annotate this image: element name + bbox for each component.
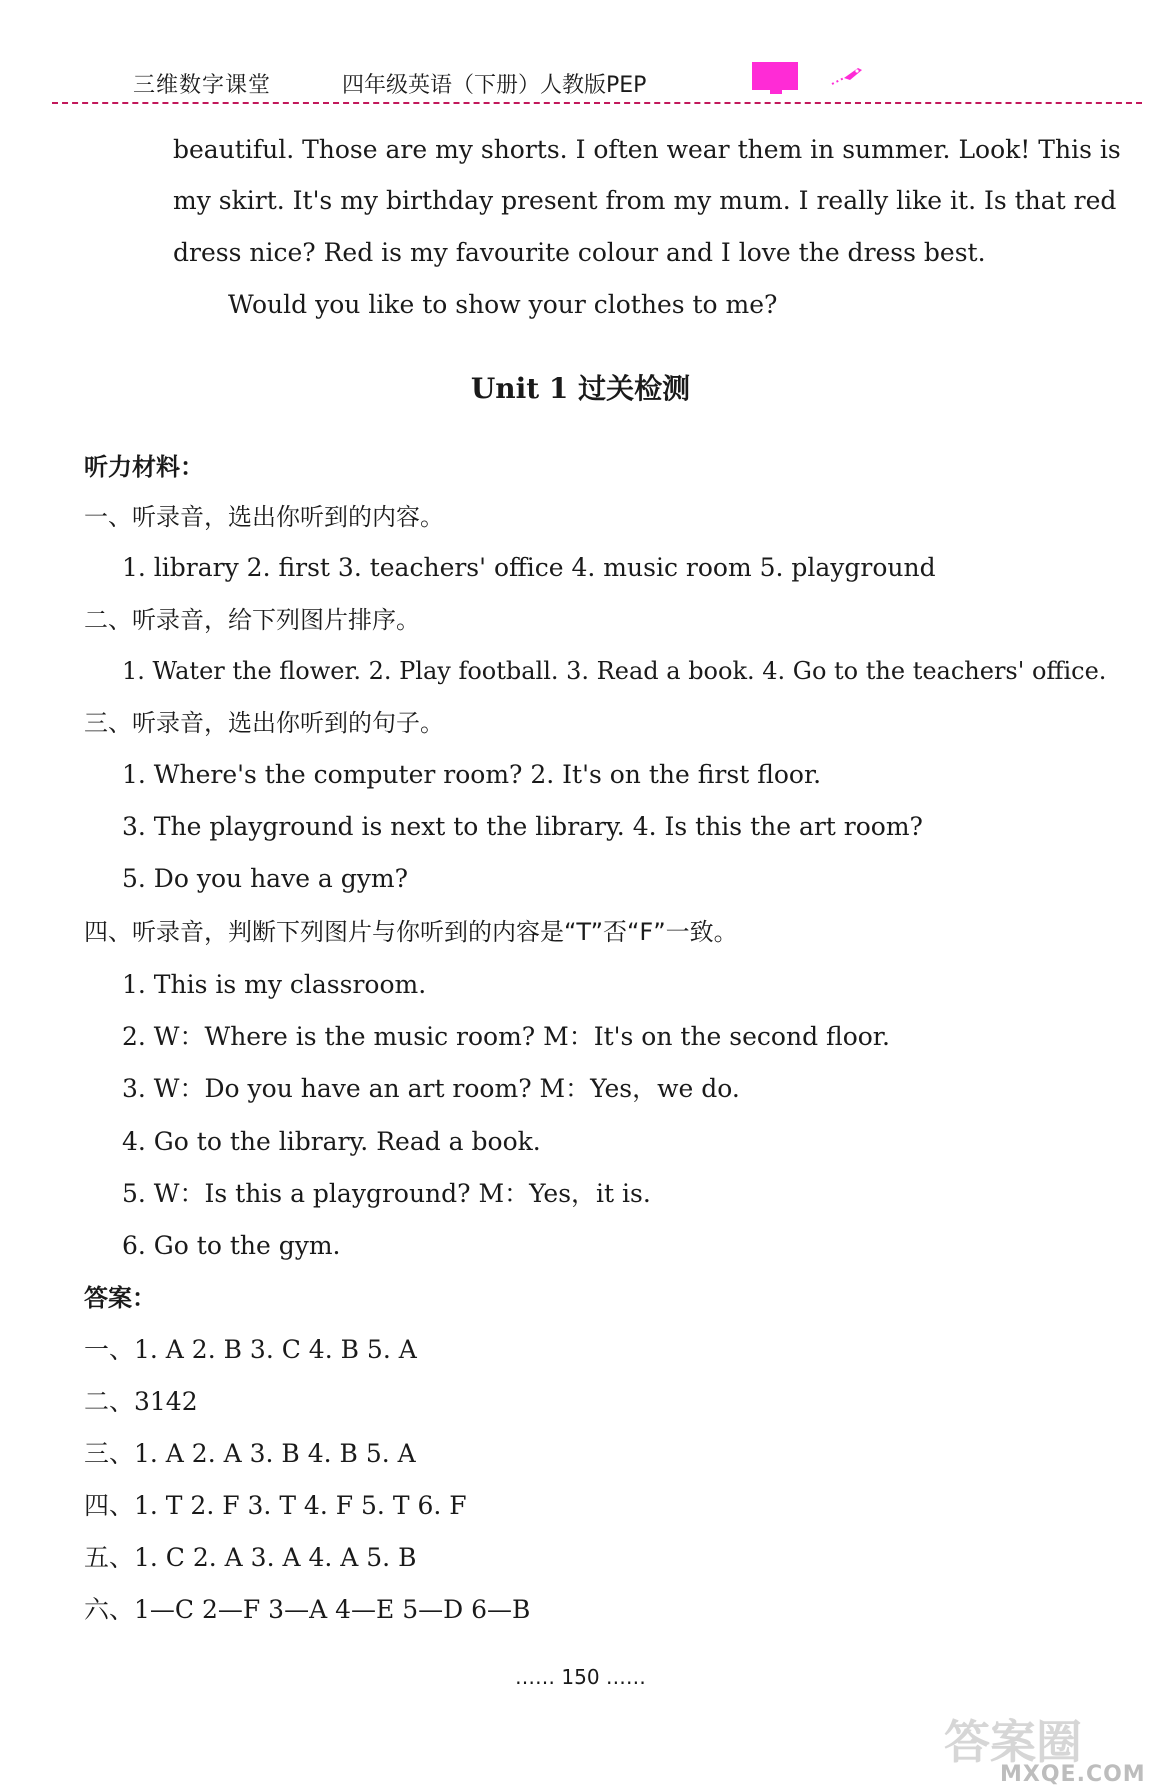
part-heading: 一、听录音，选出你听到的内容。	[84, 503, 444, 531]
part-line: 3. W：Do you have an art room? M：Yes，we do.	[122, 1074, 740, 1103]
answer-line: 三、1. A 2. A 3. B 4. B 5. A	[84, 1439, 416, 1468]
rocket-icon	[830, 64, 864, 88]
listening-heading: 听力材料：	[84, 453, 204, 481]
book-title: 四年级英语（下册）人教版PEP	[342, 73, 647, 98]
part-heading: 二、听录音，给下列图片排序。	[84, 606, 420, 634]
part-line: 6. Go to the gym.	[122, 1231, 341, 1260]
page-number: …… 150 ……	[515, 1665, 646, 1689]
part-line: 1. This is my classroom.	[122, 970, 427, 999]
intro-line: dress nice? Red is my favourite colour and I love the dress best.	[173, 238, 986, 267]
answers-heading: 答案：	[84, 1284, 156, 1312]
answer-line: 五、1. C 2. A 3. A 4. A 5. B	[84, 1543, 417, 1572]
series-title: 三维数字课堂	[133, 73, 272, 98]
monitor-stand-icon	[770, 90, 782, 94]
part-line: 1. Where's the computer room? 2. It's on the first floor.	[122, 760, 822, 789]
part-line: 3. The playground is next to the library. 4. Is this the art room?	[122, 812, 923, 841]
monitor-icon	[752, 62, 798, 90]
unit-title: Unit 1 过关检测	[470, 372, 691, 405]
part-line: 4. Go to the library. Read a book.	[122, 1127, 541, 1156]
page-header	[0, 60, 1161, 110]
header-divider	[52, 102, 1142, 104]
answer-line: 一、1. A 2. B 3. C 4. B 5. A	[84, 1335, 417, 1364]
part-line: 2. W：Where is the music room? M：It's on the second floor.	[122, 1022, 890, 1051]
part-heading: 四、听录音，判断下列图片与你听到的内容是“T”否“F”一致。	[84, 918, 738, 946]
part-line: 1. library 2. first 3. teachers' office 4. music room 5. playground	[122, 553, 936, 582]
part-line: 1. Water the flower. 2. Play football. 3. Read a book. 4. Go to the teachers' office.	[122, 657, 1107, 685]
intro-line: my skirt. It's my birthday present from my mum. I really like it. Is that red	[173, 186, 1117, 215]
answer-line: 四、1. T 2. F 3. T 4. F 5. T 6. F	[84, 1491, 467, 1520]
answer-line: 六、1—C 2—F 3—A 4—E 5—D 6—B	[84, 1595, 531, 1624]
intro-line: Would you like to show your clothes to me?	[228, 290, 778, 319]
watermark-text-top: 答案圈	[944, 1715, 1082, 1769]
part-line: 5. Do you have a gym?	[122, 864, 409, 893]
part-line: 5. W：Is this a playground? M：Yes，it is.	[122, 1179, 651, 1208]
intro-line: beautiful. Those are my shorts. I often wear them in summer. Look! This is	[173, 135, 1121, 164]
part-heading: 三、听录音，选出你听到的句子。	[84, 709, 444, 737]
watermark-text-bottom: MXQE.COM	[1000, 1762, 1146, 1787]
watermark-logo	[940, 1700, 1150, 1792]
answer-line: 二、3142	[84, 1387, 198, 1416]
